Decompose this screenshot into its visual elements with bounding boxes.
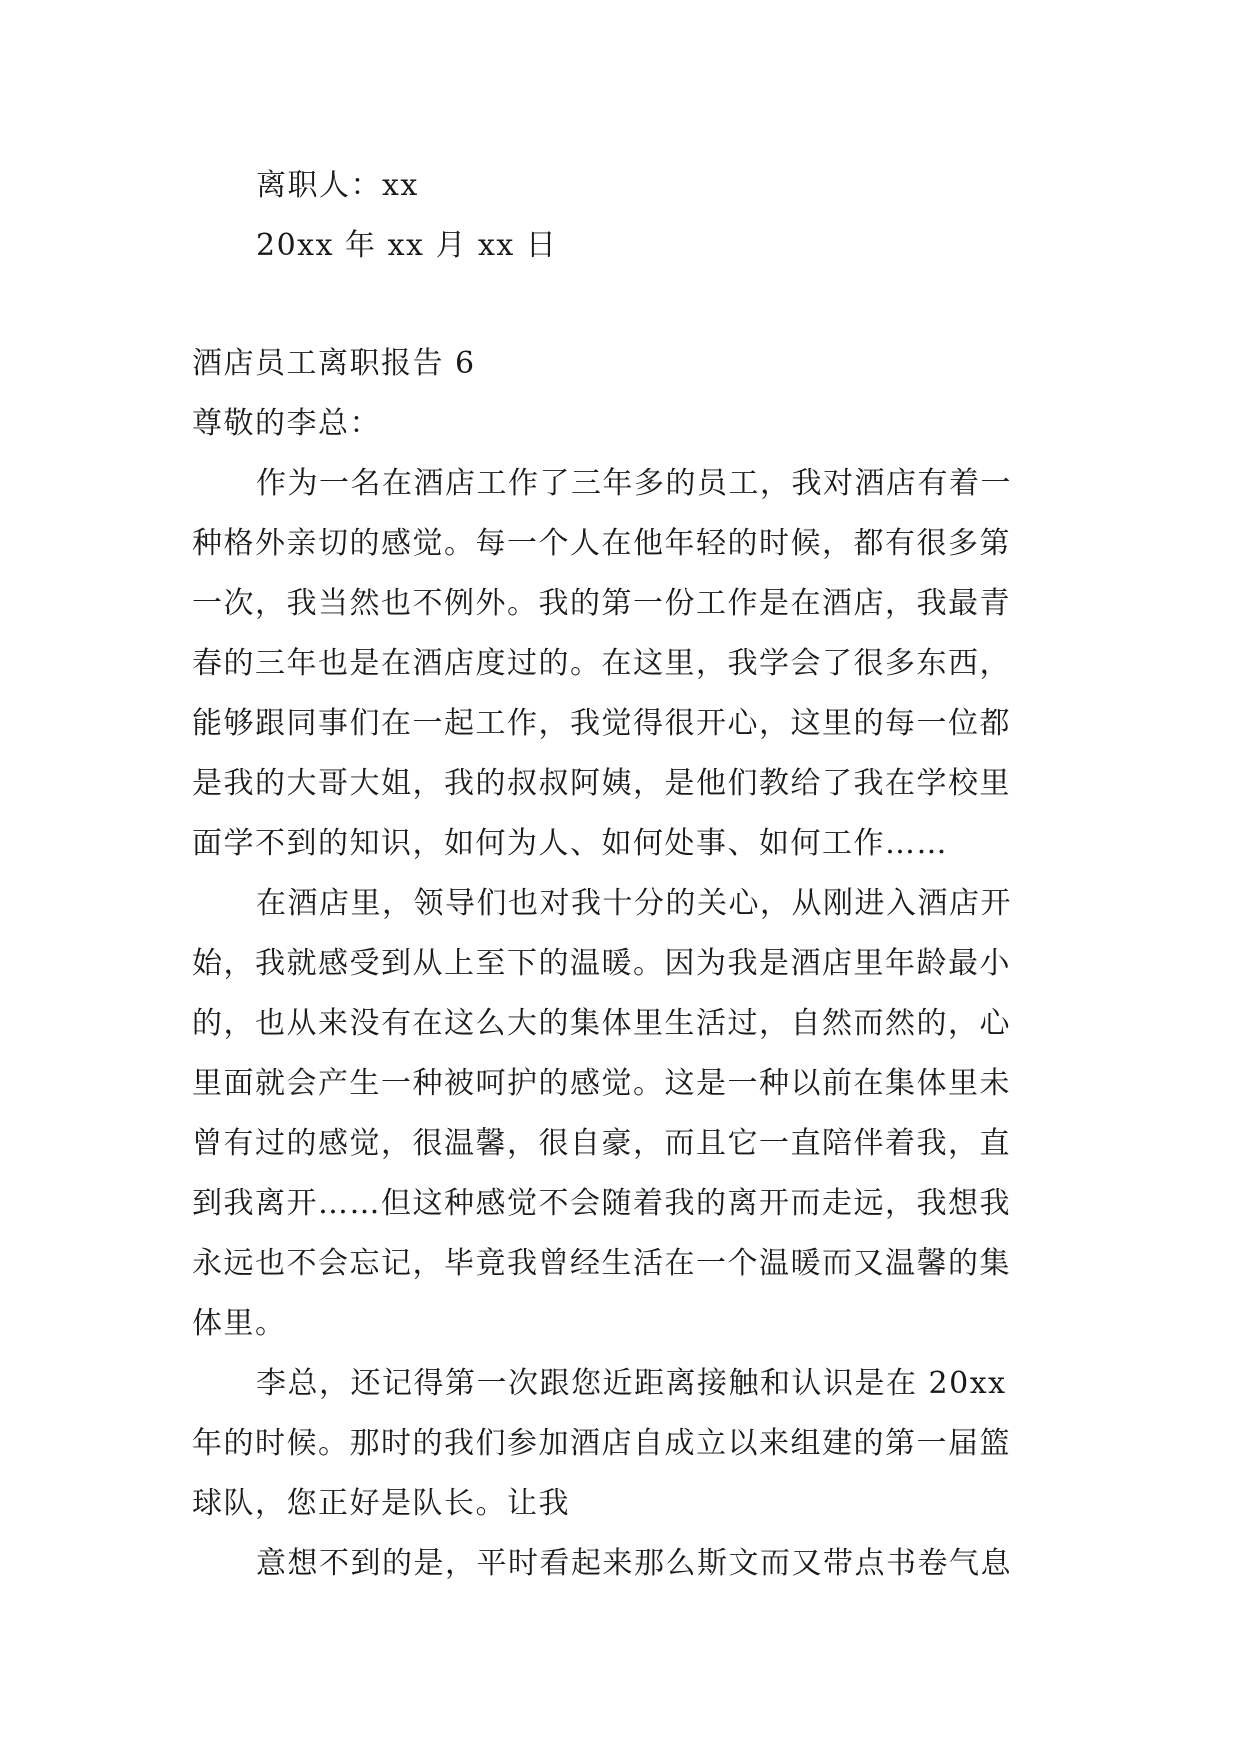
paragraph-line: 一次，我当然也不例外。我的第一份工作是在酒店，我最青	[192, 586, 1011, 621]
paragraph-line: 到我离开……但这种感觉不会随着我的离开而走远，我想我	[192, 1186, 1011, 1221]
paragraph-line: 作为一名在酒店工作了三年多的员工，我对酒店有着一	[256, 466, 1012, 501]
paragraph-line: 是我的大哥大姐，我的叔叔阿姨，是他们教给了我在学校里	[192, 766, 1011, 801]
paragraph-line: 能够跟同事们在一起工作，我觉得很开心，这里的每一位都	[192, 706, 1011, 741]
paragraph-line: 春的三年也是在酒店度过的。在这里，我学会了很多东西，	[192, 646, 1011, 681]
paragraph-line: 的，也从来没有在这么大的集体里生活过，自然而然的，心	[192, 1006, 1011, 1041]
salutation: 尊敬的李总：	[192, 406, 381, 441]
paragraph-line: 球队，您正好是队长。让我	[192, 1486, 570, 1521]
paragraph-line: 始，我就感受到从上至下的温暖。因为我是酒店里年龄最小	[192, 946, 1011, 981]
resigner-line: 离职人：xx	[256, 168, 419, 203]
paragraph-line: 曾有过的感觉，很温馨，很自豪，而且它一直陪伴着我，直	[192, 1126, 1011, 1161]
paragraph-line: 面学不到的知识，如何为人、如何处事、如何工作……	[192, 826, 948, 861]
paragraph-line: 李总，还记得第一次跟您近距离接触和认识是在 20xx	[256, 1366, 1007, 1401]
paragraph-line: 年的时候。那时的我们参加酒店自成立以来组建的第一届篮	[192, 1426, 1011, 1461]
paragraph-line: 体里。	[192, 1306, 287, 1341]
paragraph-line: 里面就会产生一种被呵护的感觉。这是一种以前在集体里未	[192, 1066, 1011, 1101]
paragraph-line: 在酒店里，领导们也对我十分的关心，从刚进入酒店开	[256, 886, 1012, 921]
paragraph-line: 永远也不会忘记，毕竟我曾经生活在一个温暖而又温馨的集	[192, 1246, 1011, 1281]
report-title: 酒店员工离职报告 6	[192, 346, 476, 381]
paragraph-line: 意想不到的是，平时看起来那么斯文而又带点书卷气息	[256, 1546, 1012, 1581]
date-line: 20xx 年 xx 月 xx 日	[256, 228, 558, 263]
paragraph-line: 种格外亲切的感觉。每一个人在他年轻的时候，都有很多第	[192, 526, 1011, 561]
